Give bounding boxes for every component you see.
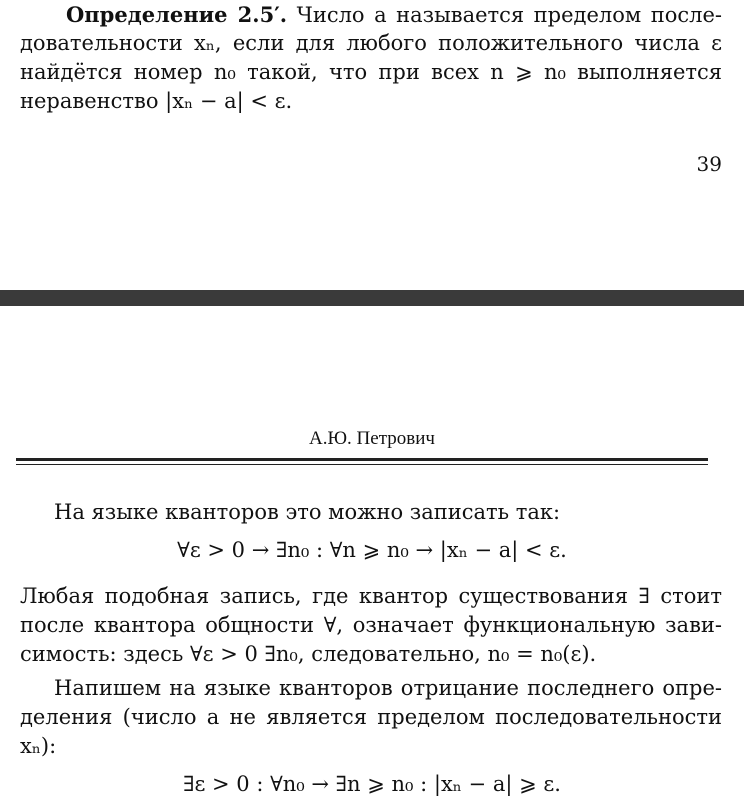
paragraph-3-line-1: Напишем на языке кванторов отрицание последнего опре- [54, 676, 722, 700]
page-number: 39 [696, 152, 722, 176]
formula-limit: ∀ε > 0 → ∃n₀ : ∀n ⩾ n₀ → |xₙ − a| < ε. [177, 538, 567, 562]
paragraph-2-line-3: симость: здесь ∀ε > 0 ∃n₀, следовательно, n₀ = n₀(ε). [20, 642, 597, 666]
paragraph-2-line-2: после квантора общности ∀, означает функциональную зави- [20, 613, 722, 637]
paragraph-3-line-2: деления (число a не является пределом последовательности [20, 705, 722, 729]
definition-text: Число a называется пределом после- [296, 3, 723, 27]
top-page [0, 0, 744, 290]
definition-body [20, 29, 722, 116]
header-rule-thick [16, 458, 708, 461]
formula-negation: ∃ε > 0 : ∀n₀ → ∃n ⩾ n₀ : |xₙ − a| ⩾ ε. [183, 772, 561, 796]
page-separator [0, 290, 744, 306]
paragraph-3 [20, 674, 722, 761]
paragraph-3-line-3: xₙ): [20, 734, 57, 758]
definition-line-4: неравенство |xₙ − a| < ε. [20, 89, 293, 113]
paragraph-1 [20, 498, 722, 527]
bottom-page [0, 306, 744, 811]
definition-line-3: найдётся номер n₀ такой, что при всех n ⩾ n₀ выполняется [20, 60, 722, 84]
definition-line-2: довательности xₙ, если для любого положительного числа ε [20, 31, 722, 55]
running-header: А.Ю. Петрович [309, 428, 435, 449]
definition-title: Определение 2.5′. [66, 2, 288, 27]
header-rule-thin [16, 464, 708, 465]
paragraph-1-line: На языке кванторов это можно записать так: [54, 500, 561, 524]
paragraph-2 [20, 582, 722, 669]
paragraph-2-line-1: Любая подобная запись, где квантор существования ∃ стоит [20, 584, 722, 608]
definition-line-1 [66, 0, 722, 30]
